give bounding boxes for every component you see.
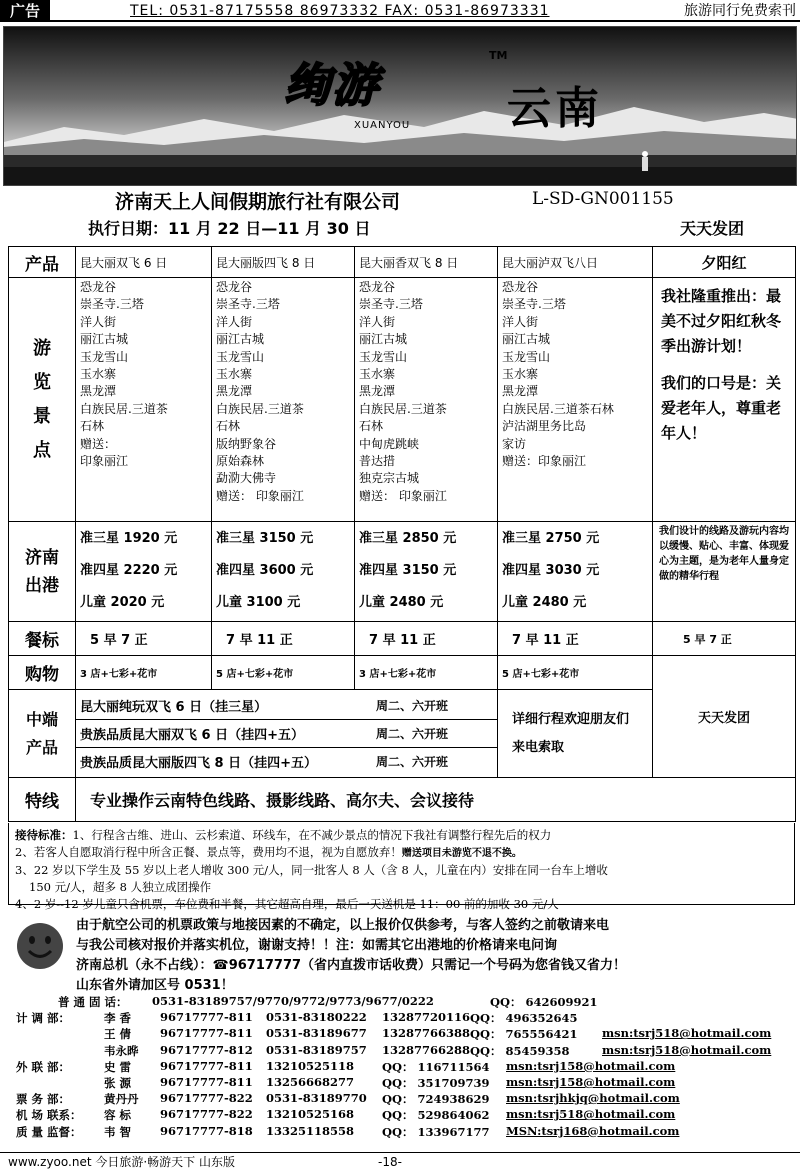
row-label-shopping: 购物 [9, 656, 76, 690]
contact-row: 王 倩 96717777-811 0531-83189677 13287766388 QQ： 765556421 msn:tsrj518@hotmail.com [104, 1026, 772, 1042]
mid-line [76, 720, 497, 748]
contacts [16, 994, 796, 1140]
note-3: 3、22 岁以下学生及 55 岁以上老人增收 300 元/人，同一批客人 8 人（含 8 人，儿童在内）安排在同一台车上增收 [15, 863, 608, 877]
price: 准三星 3150 元 [216, 531, 314, 546]
spot: 崇圣寺.三塔 [80, 297, 144, 312]
spot: 玉龙雪山 [80, 349, 129, 364]
spot: 玉水寨 [80, 367, 117, 382]
feature-row [9, 778, 796, 822]
closing-hotline: 济南总机（永不占线）：☎96717777（省内直拨市话收费）只需记一个号码为您省钱又省力！ [76, 958, 627, 973]
spot: 白族民居.三道茶石林 [502, 401, 614, 416]
contact-row: 韦永晔 96717777-812 0531-83189757 13287766288 QQ： 85459358 msn:tsrj518@hotmail.com [104, 1042, 772, 1058]
price: 儿童 2480 元 [359, 595, 444, 610]
row-label-price: 济南出港 [9, 522, 76, 622]
closing-line: 与我公司核对报价并落实机位，谢谢支持！！注：如需其它出港地的价格请来电问询 [76, 938, 558, 953]
spot: 黑龙潭 [359, 384, 396, 399]
contact-general [16, 994, 796, 1010]
spot: 丽江古城 [359, 332, 408, 347]
smiley-icon [16, 922, 64, 970]
spot: 玉龙雪山 [502, 349, 551, 364]
side-promo [653, 278, 796, 522]
mid-lines [76, 690, 498, 778]
trademark: TM [489, 49, 508, 62]
spot: 恐龙谷 [80, 280, 117, 294]
mid-line-days: 周二、六开班 [376, 755, 449, 769]
exec-date: 执行日期：11 月 22 日—11 月 30 日 [88, 219, 371, 238]
mid-line-name: 贵族品质昆大丽版四飞 8 日（挂四+五） [80, 756, 317, 771]
footer-site: www.zyoo.net 今日旅游·畅游天下 山东版 [8, 1155, 235, 1169]
price-cell [355, 522, 498, 622]
row-label-feature: 特线 [9, 778, 76, 822]
spots-cell [355, 278, 498, 522]
side-slogan: 我们的口号是：关爱老年人，尊重老年人！ [661, 374, 782, 442]
spot: 白族民居.三道茶 [216, 401, 304, 416]
price: 准四星 3030 元 [502, 563, 600, 578]
meal-row [9, 622, 796, 656]
spot: 玉水寨 [359, 367, 396, 382]
spot: 赠送： 印象丽江 [359, 488, 447, 503]
meal-cell: 5 早 7 正 [653, 622, 796, 656]
spot: 玉水寨 [216, 367, 253, 382]
general-qq: QQ： 642609921 [490, 995, 598, 1009]
spot: 版纳野象谷 [216, 436, 277, 451]
mid-detail: 详细行程欢迎朋友们来电索取 [498, 690, 653, 778]
daily-departure: 天天发团 [680, 219, 745, 238]
price-cell [498, 522, 653, 622]
spots-cell [76, 278, 212, 522]
price: 准三星 2850 元 [359, 531, 457, 546]
mid-line-days: 周二、六开班 [376, 726, 449, 741]
spot: 丽江古城 [216, 332, 265, 347]
spot: 洋人街 [80, 314, 117, 329]
product-name: 昆大丽泸双飞八日 [498, 247, 653, 278]
meal-cell: 5 早 7 正 [76, 622, 212, 656]
closing-notice [76, 916, 796, 996]
spot: 丽江古城 [80, 332, 129, 347]
feature-text: 专业操作云南特色线路、摄影线路、高尔夫、会议接待 [76, 778, 796, 822]
shopping-cell: 3 店+七彩+花市 [76, 656, 212, 690]
price: 儿童 2020 元 [80, 595, 165, 610]
spot: 恐龙谷 [502, 280, 539, 294]
spot: 恐龙谷 [359, 280, 396, 294]
ad-tag: 广告 [0, 0, 50, 22]
spot: 白族民居.三道茶 [359, 401, 447, 416]
spot: 丽江古城 [502, 332, 551, 347]
spot: 赠送： 印象丽江 [216, 488, 304, 503]
spot: 石林 [216, 419, 241, 434]
mid-line-name: 昆大丽纯玩双飞 6 日（挂三星） [80, 699, 268, 715]
mid-line-days: 周二、六开班 [376, 698, 449, 713]
spot: 独克宗古城 [359, 471, 420, 486]
row-label-product: 产品 [9, 247, 76, 278]
page-number: -18- [378, 1155, 402, 1169]
spot: 崇圣寺.三塔 [216, 297, 280, 312]
price-row [9, 522, 796, 622]
contact-row: 机 场 联系： 容 标 96717777-822 13210525168 QQ： 529864062 msn:tsrj518@hotmail.com [16, 1107, 676, 1123]
spot: 赠送：印象丽江 [502, 454, 587, 469]
logo-text: 绚游 [284, 58, 380, 112]
shopping-row [9, 656, 796, 690]
general-phones: 0531-83189757/9770/9772/9773/9677/0222 [152, 994, 434, 1008]
product-row [9, 247, 796, 278]
mid-line-name: 贵族品质昆大丽双飞 6 日（挂四+五） [80, 727, 304, 743]
spot: 赠送： [80, 436, 117, 451]
row-label-meal: 餐标 [9, 622, 76, 656]
spots-cell [498, 278, 653, 522]
shopping-cell: 5 店+七彩+花市 [498, 656, 653, 690]
spots-row [9, 278, 796, 522]
price-table [8, 246, 796, 822]
design-note: 我们设计的线路及游玩内容均以缓慢、贴心、丰富、体现爱心为主题，是为老年人量身定做的精华行程 [653, 522, 796, 622]
logo-sub: XUANYOU [354, 120, 411, 131]
spot: 白族民居.三道茶 [80, 401, 168, 416]
person-figure [642, 151, 648, 171]
company-name: 济南天上人间假期旅行社有限公司 [115, 191, 401, 213]
spot: 印象丽江 [80, 454, 129, 469]
reception-notes [8, 823, 795, 911]
price: 准四星 2220 元 [80, 563, 178, 578]
shopping-cell: 5 店+七彩+花市 [212, 656, 355, 690]
header-tagline: 旅游同行免费索刊 [684, 3, 796, 19]
destination-title: 云南 [507, 83, 603, 134]
spot: 石林 [80, 419, 105, 434]
spot: 恐龙谷 [216, 280, 253, 294]
price: 准四星 3600 元 [216, 563, 314, 578]
note-2: 2、若客人自愿取消行程中所含正餐、景点等，费用均不退，视为自愿放弃！赠送项目未游览不退不换。 [15, 845, 522, 859]
row-label-mid: 中端产品 [9, 690, 76, 778]
spot: 勐泐大佛寺 [216, 471, 277, 486]
closing-line: 山东省外请加区号 0531！ [76, 978, 234, 993]
contact-row: 质 量 监督： 韦 智 96717777-818 13325118558 QQ： 133967177 MSN:tsrj168@hotmail.com [16, 1123, 680, 1139]
spot: 家访 [502, 436, 527, 451]
price: 儿童 2480 元 [502, 595, 587, 610]
note-3b: 150 元/人，超多 8 人独立成团操作 [29, 880, 212, 894]
price: 儿童 3100 元 [216, 595, 301, 610]
spot: 洋人街 [502, 314, 539, 329]
shopping-cell: 3 店+七彩+花市 [355, 656, 498, 690]
contact-row: 外 联 部： 史 雷 96717777-811 13210525118 QQ： 116711564 msn:tsrj158@hotmail.com [16, 1058, 676, 1074]
contact-row: 张 源 96717777-811 13256668277 QQ： 351709739 msn:tsrj158@hotmail.com [104, 1074, 676, 1090]
footer [0, 1152, 800, 1171]
spot: 崇圣寺.三塔 [502, 297, 566, 312]
license-number: L-SD-GN001155 [532, 189, 674, 209]
tel-fax: TEL: 0531-87175558 86973332 FAX: 0531-86973331 [130, 3, 550, 19]
spot: 中甸虎跳峡 [359, 436, 420, 451]
spot: 石林 [359, 419, 384, 434]
mid-line [76, 748, 497, 776]
spot: 普达措 [359, 454, 396, 469]
meal-cell: 7 早 11 正 [355, 622, 498, 656]
row-label-spots: 游览景点 [9, 278, 76, 522]
spot: 洋人街 [359, 314, 396, 329]
spots-cell [212, 278, 355, 522]
price: 准三星 1920 元 [80, 531, 178, 546]
spot: 洋人街 [216, 314, 253, 329]
spot: 原始森林 [216, 454, 265, 469]
note-4: 4、2 岁--12 岁儿童只含机票，车位费和半餐，其它超高自理，最后一天送机是 11：00 前的加收 30 元/人 [15, 897, 559, 911]
product-name: 昆大丽双飞 6 日 [76, 247, 212, 278]
spot: 黑龙潭 [80, 384, 117, 399]
contact-row: 计 调 部： 李 香 96717777-811 0531-83180222 13287720116 QQ： 496352645 [16, 1010, 578, 1026]
spot: 玉龙雪山 [216, 349, 265, 364]
spot: 黑龙潭 [502, 384, 539, 399]
price-cell [212, 522, 355, 622]
side-title: 夕阳红 [653, 247, 796, 278]
spot: 崇圣寺.三塔 [359, 297, 423, 312]
price: 准三星 2750 元 [502, 531, 600, 546]
meal-cell: 7 早 11 正 [212, 622, 355, 656]
general-label: 普 通 固 话： [58, 995, 128, 1009]
mid-line [76, 692, 497, 720]
price-cell [76, 522, 212, 622]
spot: 泸沽湖里务比岛 [502, 419, 587, 434]
product-name: 昆大丽版四飞 8 日 [212, 247, 355, 278]
spot: 玉龙雪山 [359, 349, 408, 364]
contact-row: 票 务 部： 黄丹丹 96717777-822 0531-83189770 QQ： 724938629 msn:tsrjhkjq@hotmail.com [16, 1091, 680, 1107]
product-name: 昆大丽香双飞 8 日 [355, 247, 498, 278]
spot: 玉水寨 [502, 367, 539, 382]
closing-line: 由于航空公司的机票政策与地接因素的不确定，以上报价仅供参考，与客人签约之前敬请来电 [76, 918, 610, 933]
banner [3, 26, 797, 186]
meal-cell: 7 早 11 正 [498, 622, 653, 656]
price: 准四星 3150 元 [359, 563, 457, 578]
note-1: 接待标准：1、行程含古维、进山、云杉索道、环线车，在不减少景点的情况下我社有调整行程先后的权力 [15, 828, 552, 842]
spot: 黑龙潭 [216, 384, 253, 399]
side-promo-text: 我社隆重推出：最美不过夕阳红秋冬季出游计划！ [661, 287, 782, 355]
mid-daily: 天天发团 [653, 656, 796, 778]
banner-illustration [4, 27, 797, 186]
